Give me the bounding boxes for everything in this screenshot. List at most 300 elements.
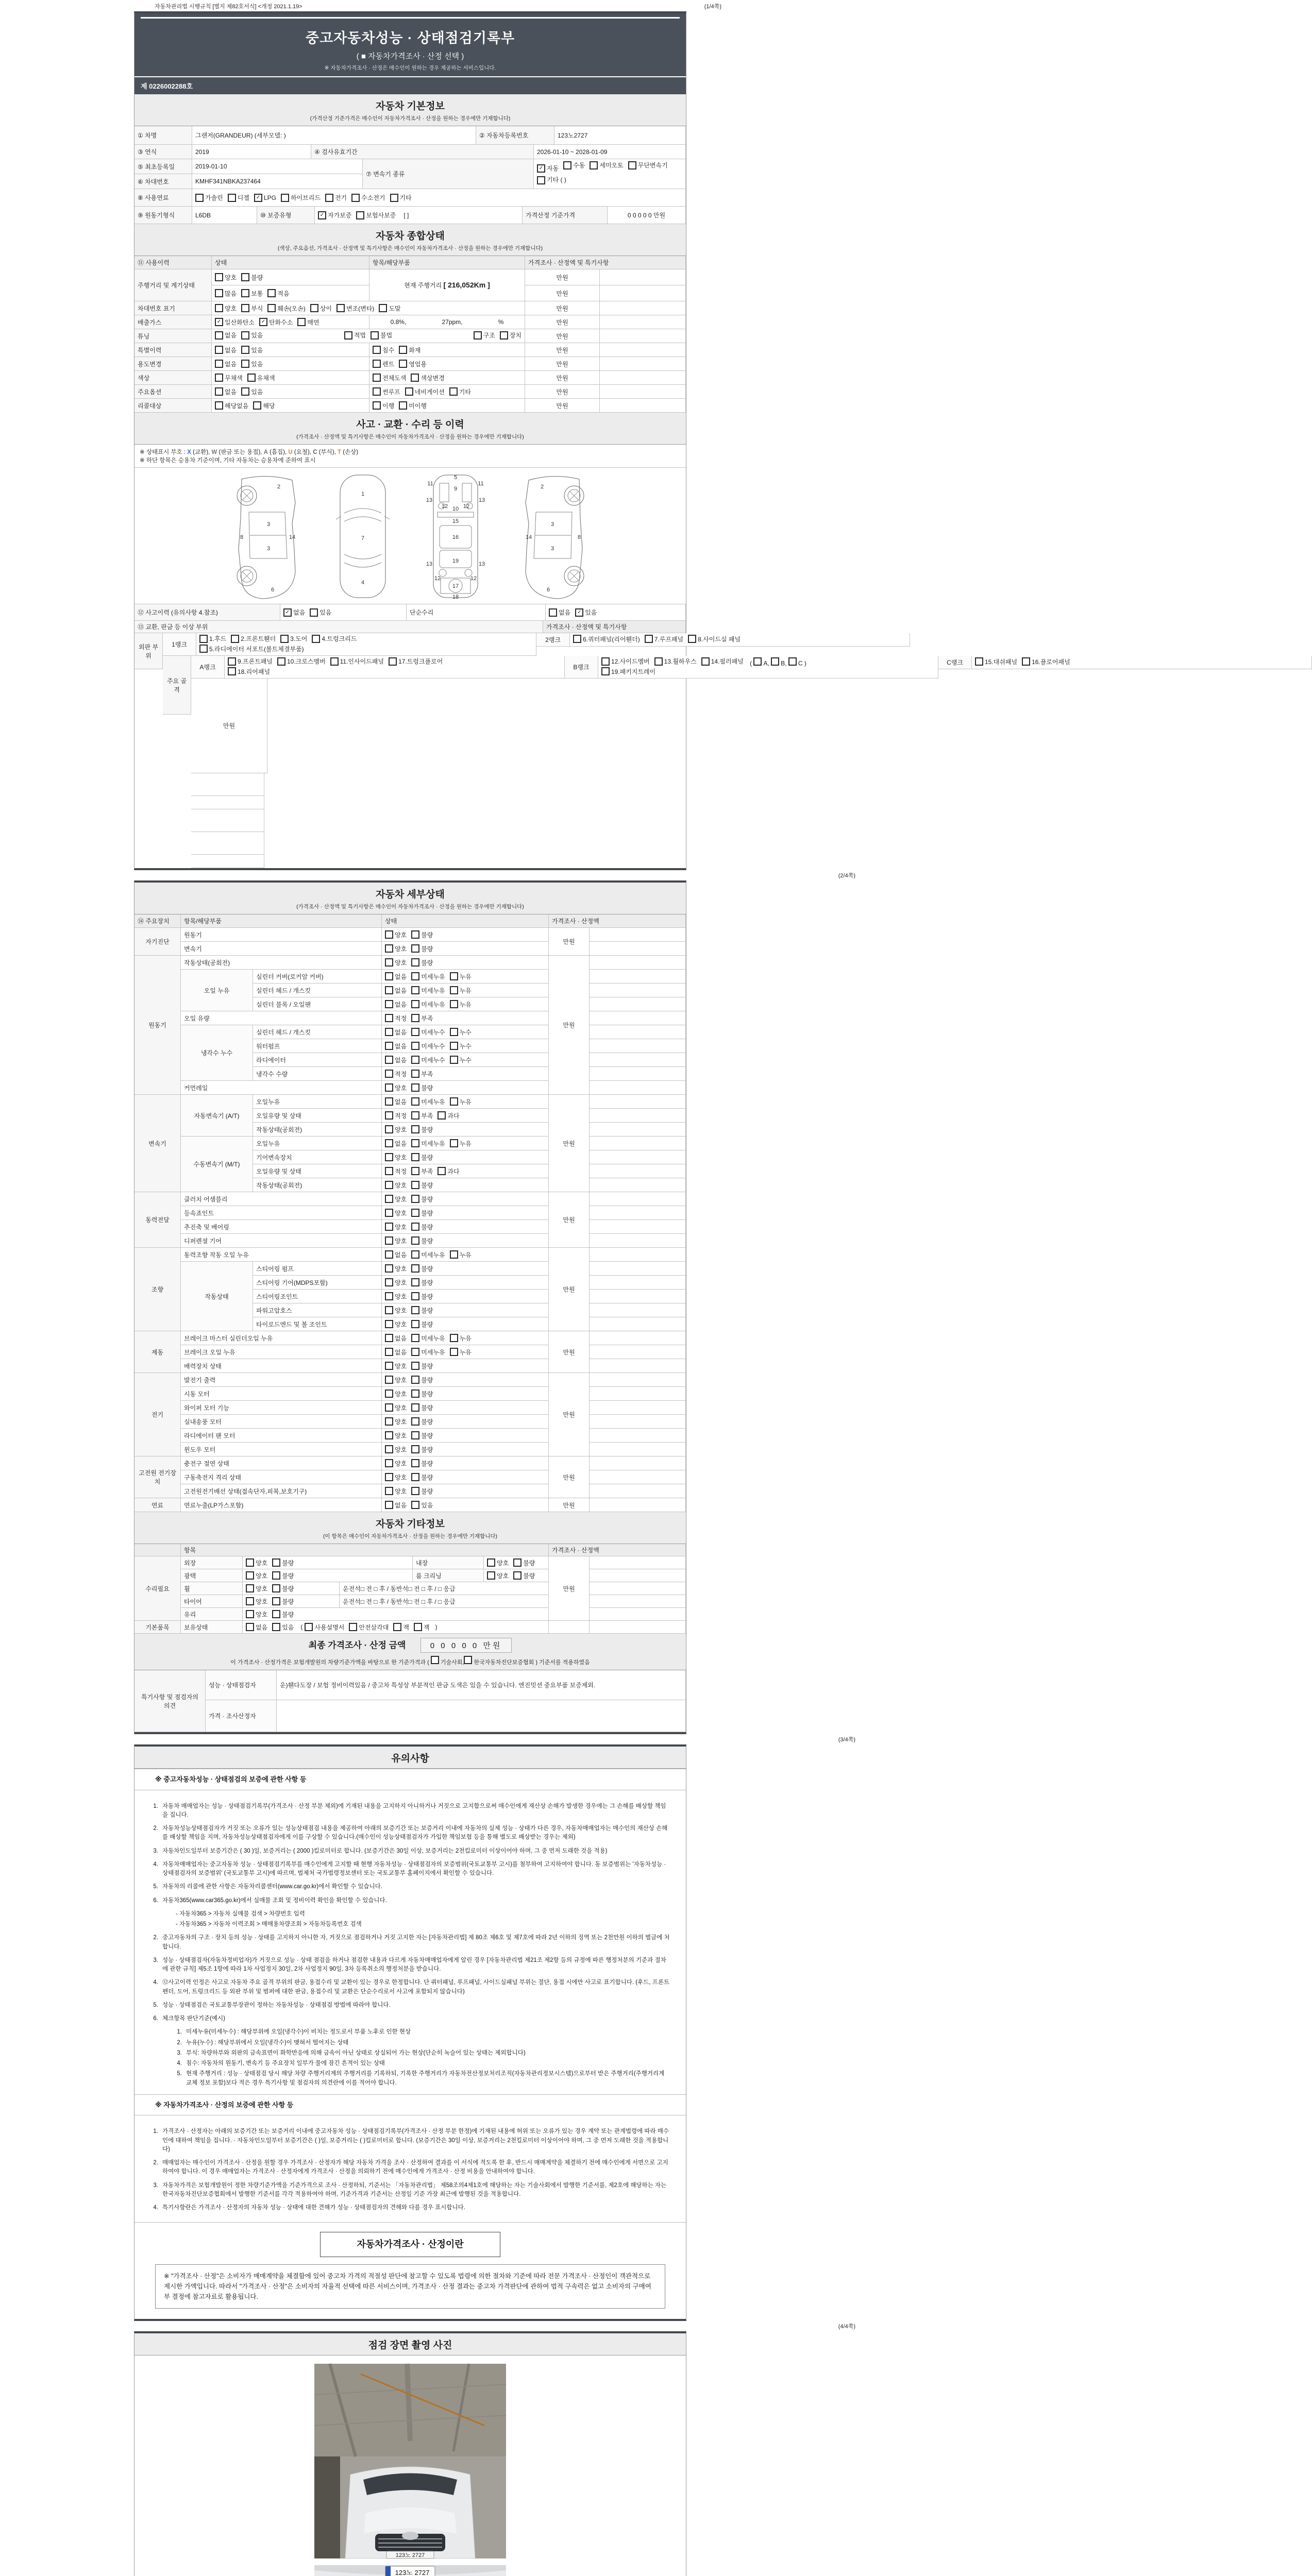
checkbox-option[interactable] (385, 1306, 407, 1315)
checkbox[interactable] (411, 1264, 419, 1273)
checkbox-option[interactable] (438, 1111, 459, 1120)
checkbox[interactable] (215, 346, 223, 354)
checkbox[interactable] (385, 986, 393, 994)
checkbox[interactable] (411, 930, 419, 939)
checkbox-option[interactable] (450, 1028, 472, 1037)
checkbox-option[interactable] (411, 1209, 433, 1217)
checkbox-option[interactable] (385, 1042, 407, 1050)
checkbox[interactable] (385, 1000, 393, 1008)
checkbox[interactable] (385, 1209, 393, 1217)
checkbox-option[interactable] (310, 608, 331, 617)
checkbox[interactable] (199, 645, 208, 653)
checkbox[interactable] (385, 958, 393, 967)
checkbox[interactable] (246, 1584, 254, 1592)
checkbox-option[interactable] (337, 304, 374, 313)
checkbox-option[interactable] (645, 635, 683, 643)
checkbox[interactable]: ✓ (575, 608, 583, 617)
checkbox-option[interactable] (654, 657, 697, 666)
checkbox[interactable] (450, 1139, 458, 1147)
checkbox-option[interactable] (628, 160, 668, 172)
checkbox-option[interactable] (215, 401, 248, 410)
checkbox-option[interactable] (450, 1348, 472, 1357)
checkbox[interactable] (771, 657, 779, 666)
checkbox-option[interactable] (272, 1558, 294, 1567)
checkbox-option[interactable] (411, 1250, 445, 1259)
checkbox-option[interactable] (450, 1334, 472, 1343)
checkbox-option[interactable] (385, 1014, 407, 1023)
checkbox-option[interactable] (277, 657, 326, 666)
checkbox-option[interactable] (385, 1139, 407, 1148)
checkbox-option[interactable] (385, 1473, 407, 1482)
checkbox[interactable] (337, 304, 345, 312)
checkbox-option[interactable] (411, 1348, 445, 1357)
checkbox[interactable] (701, 657, 710, 666)
checkbox[interactable] (411, 1111, 419, 1120)
checkbox[interactable] (411, 1195, 419, 1203)
checkbox-option[interactable] (399, 360, 427, 368)
checkbox-option[interactable] (385, 1278, 407, 1287)
checkbox-option[interactable] (688, 635, 741, 643)
checkbox-option[interactable] (385, 1445, 407, 1454)
checkbox[interactable] (1022, 657, 1030, 666)
checkbox-option[interactable] (215, 331, 237, 340)
checkbox[interactable] (601, 657, 610, 666)
checkbox[interactable] (312, 635, 320, 643)
checkbox[interactable] (513, 1571, 522, 1580)
checkbox[interactable] (411, 1209, 419, 1217)
checkbox-option[interactable] (195, 193, 223, 202)
checkbox[interactable]: ✓ (259, 318, 267, 326)
checkbox[interactable] (450, 986, 458, 994)
checkbox[interactable] (356, 211, 364, 219)
checkbox-option[interactable] (411, 930, 433, 939)
checkbox-option[interactable] (246, 1597, 267, 1606)
checkbox[interactable] (385, 1362, 393, 1370)
checkbox[interactable] (411, 986, 419, 994)
checkbox[interactable] (411, 1348, 419, 1356)
checkbox[interactable] (310, 608, 318, 617)
checkbox-option[interactable] (247, 374, 275, 382)
checkbox-option[interactable] (411, 1334, 445, 1343)
checkbox[interactable] (389, 657, 397, 666)
checkbox[interactable] (385, 1167, 393, 1175)
checkbox-option[interactable] (411, 1056, 445, 1064)
checkbox-option[interactable] (351, 193, 385, 202)
checkbox-option[interactable] (241, 273, 263, 282)
checkbox[interactable] (788, 657, 797, 666)
checkbox[interactable] (450, 1056, 458, 1064)
checkbox[interactable] (272, 1597, 280, 1605)
checkbox-option[interactable] (411, 1362, 433, 1370)
checkbox[interactable] (513, 1558, 522, 1567)
checkbox[interactable] (654, 657, 663, 666)
checkbox[interactable] (405, 387, 413, 396)
checkbox[interactable] (390, 194, 398, 202)
checkbox-option[interactable] (371, 331, 392, 340)
checkbox[interactable] (247, 374, 256, 382)
checkbox[interactable] (330, 657, 339, 666)
checkbox-option[interactable] (385, 1028, 407, 1037)
checkbox[interactable] (385, 1153, 393, 1161)
checkbox[interactable] (590, 161, 598, 170)
checkbox[interactable] (385, 1473, 393, 1481)
checkbox[interactable] (215, 401, 223, 410)
checkbox-option[interactable] (241, 304, 263, 313)
checkbox[interactable] (385, 1348, 393, 1356)
checkbox-option[interactable] (411, 1223, 433, 1231)
checkbox-option[interactable] (399, 401, 427, 410)
checkbox[interactable] (385, 1042, 393, 1050)
checkbox-option[interactable] (215, 273, 237, 282)
checkbox[interactable] (373, 360, 381, 368)
checkbox-option[interactable] (385, 1209, 407, 1217)
checkbox-option[interactable] (349, 1623, 389, 1632)
checkbox-option[interactable] (254, 194, 276, 202)
checkbox[interactable] (411, 1000, 419, 1008)
checkbox-option[interactable] (297, 318, 319, 327)
checkbox-option[interactable] (537, 163, 559, 175)
checkbox[interactable] (385, 1278, 393, 1286)
checkbox[interactable] (385, 1014, 393, 1022)
checkbox[interactable] (280, 635, 289, 643)
checkbox[interactable] (241, 346, 249, 354)
checkbox[interactable] (310, 304, 318, 312)
checkbox-option[interactable] (390, 193, 412, 202)
checkbox[interactable] (628, 161, 636, 170)
checkbox-option[interactable] (272, 1623, 294, 1632)
checkbox[interactable] (450, 1028, 458, 1036)
checkbox[interactable] (385, 972, 393, 980)
checkbox-option[interactable] (241, 331, 263, 340)
checkbox[interactable] (399, 401, 407, 410)
checkbox-option[interactable] (411, 1153, 433, 1162)
checkbox[interactable] (411, 1014, 419, 1022)
checkbox-option[interactable] (199, 645, 304, 653)
checkbox-option[interactable] (231, 634, 276, 643)
checkbox-option[interactable] (246, 1558, 267, 1567)
checkbox[interactable] (373, 387, 381, 396)
checkbox[interactable] (474, 331, 482, 340)
checkbox-option[interactable] (411, 1473, 433, 1482)
checkbox-option[interactable] (450, 986, 472, 995)
checkbox[interactable] (385, 1320, 393, 1328)
checkbox[interactable] (399, 346, 407, 354)
checkbox-option[interactable] (411, 1125, 433, 1134)
checkbox[interactable] (246, 1571, 254, 1580)
checkbox-option[interactable] (411, 1028, 445, 1037)
checkbox[interactable] (241, 360, 249, 368)
checkbox[interactable] (753, 657, 762, 666)
checkbox[interactable] (411, 1167, 419, 1175)
checkbox-option[interactable] (385, 1083, 407, 1092)
checkbox-option[interactable] (330, 657, 384, 666)
checkbox[interactable] (500, 331, 508, 340)
checkbox[interactable] (272, 1623, 280, 1631)
checkbox-option[interactable] (385, 1000, 407, 1009)
checkbox[interactable] (411, 1459, 419, 1467)
checkbox-option[interactable] (590, 160, 623, 172)
checkbox[interactable] (385, 1403, 393, 1412)
checkbox-option[interactable] (411, 1320, 433, 1329)
checkbox[interactable] (215, 331, 223, 340)
checkbox[interactable] (385, 1139, 393, 1147)
checkbox[interactable] (411, 1487, 419, 1495)
checkbox-option[interactable] (272, 1584, 294, 1593)
checkbox-option[interactable] (385, 1292, 407, 1301)
checkbox-option[interactable] (411, 1070, 433, 1078)
checkbox[interactable] (411, 1181, 419, 1189)
checkbox[interactable]: ✓ (215, 318, 223, 326)
checkbox-option[interactable] (385, 1153, 407, 1162)
checkbox-option[interactable] (701, 657, 744, 666)
checkbox[interactable] (385, 1236, 393, 1245)
checkbox[interactable] (385, 1292, 393, 1300)
checkbox[interactable] (385, 1334, 393, 1342)
checkbox-option[interactable] (241, 289, 263, 298)
checkbox[interactable] (385, 1431, 393, 1439)
checkbox-option[interactable] (385, 986, 407, 995)
checkbox[interactable] (411, 1292, 419, 1300)
checkbox-option[interactable] (450, 1250, 472, 1259)
checkbox[interactable] (411, 1042, 419, 1050)
checkbox-option[interactable] (379, 304, 400, 313)
checkbox-option[interactable] (411, 1097, 445, 1106)
checkbox-option[interactable] (246, 1571, 267, 1580)
checkbox[interactable] (297, 318, 306, 326)
checkbox-option[interactable] (385, 1097, 407, 1106)
checkbox-option[interactable] (373, 401, 394, 410)
checkbox-option[interactable] (411, 1264, 433, 1273)
checkbox-option[interactable] (272, 1571, 294, 1580)
checkbox-option[interactable] (411, 1195, 433, 1204)
checkbox[interactable] (411, 1334, 419, 1342)
checkbox-option[interactable] (385, 1487, 407, 1496)
checkbox[interactable] (272, 1571, 280, 1580)
checkbox[interactable] (385, 1389, 393, 1398)
checkbox-option[interactable] (385, 1111, 407, 1120)
checkbox-option[interactable] (411, 1111, 433, 1120)
checkbox[interactable] (228, 657, 236, 666)
checkbox[interactable] (344, 331, 352, 340)
checkbox-option[interactable] (246, 1584, 267, 1593)
checkbox-option[interactable] (411, 1042, 445, 1050)
checkbox[interactable] (411, 1125, 419, 1133)
checkbox[interactable] (272, 1610, 280, 1618)
checkbox[interactable] (385, 1195, 393, 1203)
checkbox-option[interactable] (393, 1623, 409, 1632)
checkbox[interactable] (411, 1250, 419, 1259)
checkbox[interactable] (487, 1558, 495, 1567)
checkbox-option[interactable] (438, 1167, 459, 1176)
checkbox[interactable] (450, 1097, 458, 1106)
checkbox-option[interactable] (385, 944, 407, 953)
checkbox[interactable] (246, 1558, 254, 1567)
checkbox-option[interactable] (241, 346, 263, 354)
checkbox[interactable]: ✓ (318, 211, 326, 219)
checkbox[interactable] (385, 1056, 393, 1064)
checkbox[interactable] (385, 1028, 393, 1036)
checkbox-option[interactable] (385, 1320, 407, 1329)
checkbox-option[interactable] (411, 1376, 433, 1384)
checkbox[interactable] (351, 194, 360, 202)
checkbox-option[interactable] (344, 331, 366, 340)
checkbox-option[interactable] (215, 304, 237, 313)
checkbox[interactable] (385, 944, 393, 953)
checkbox-option[interactable] (450, 1000, 472, 1009)
checkbox-option[interactable] (411, 1000, 445, 1009)
checkbox[interactable] (411, 1056, 419, 1064)
checkbox-option[interactable] (267, 304, 305, 313)
checkbox-option[interactable] (385, 1125, 407, 1134)
checkbox[interactable] (385, 1070, 393, 1078)
checkbox-option[interactable] (241, 360, 263, 368)
checkbox-option[interactable] (450, 1139, 472, 1148)
checkbox[interactable] (385, 1223, 393, 1231)
checkbox-option[interactable] (305, 1623, 344, 1632)
checkbox-option[interactable] (246, 1610, 267, 1619)
checkbox[interactable] (371, 331, 379, 340)
checkbox-option[interactable] (318, 211, 351, 219)
checkbox[interactable] (464, 1656, 472, 1664)
checkbox[interactable] (450, 1042, 458, 1050)
checkbox-option[interactable] (280, 634, 307, 643)
checkbox-option[interactable] (310, 304, 332, 313)
checkbox[interactable] (385, 1459, 393, 1467)
checkbox[interactable] (385, 1097, 393, 1106)
checkbox-option[interactable] (215, 346, 237, 354)
checkbox[interactable] (241, 273, 249, 281)
checkbox[interactable] (272, 1558, 280, 1567)
checkbox-option[interactable] (199, 634, 226, 643)
checkbox-option[interactable] (385, 972, 407, 981)
checkbox[interactable] (411, 1320, 419, 1328)
checkbox[interactable] (231, 635, 239, 643)
checkbox[interactable] (411, 1236, 419, 1245)
checkbox-option[interactable] (373, 387, 400, 396)
checkbox-option[interactable] (487, 1571, 509, 1580)
checkbox[interactable] (281, 194, 289, 202)
checkbox-option[interactable] (975, 657, 1017, 666)
checkbox-option[interactable] (385, 1501, 407, 1510)
checkbox[interactable] (411, 1362, 419, 1370)
checkbox-option[interactable] (373, 360, 394, 368)
checkbox[interactable] (305, 1623, 313, 1631)
checkbox[interactable] (411, 1083, 419, 1092)
checkbox-option[interactable] (411, 1431, 433, 1440)
checkbox-option[interactable] (575, 608, 597, 617)
checkbox[interactable] (373, 374, 381, 382)
checkbox[interactable] (449, 387, 458, 396)
checkbox[interactable] (349, 1623, 357, 1631)
checkbox-option[interactable] (411, 1167, 433, 1176)
checkbox[interactable] (228, 194, 236, 202)
checkbox-option[interactable] (385, 1250, 407, 1259)
checkbox-option[interactable] (325, 193, 347, 202)
checkbox[interactable] (385, 1376, 393, 1384)
checkbox-option[interactable] (283, 608, 305, 617)
checkbox-option[interactable] (389, 657, 443, 666)
checkbox-option[interactable] (411, 1139, 445, 1148)
checkbox[interactable] (199, 635, 208, 643)
checkbox[interactable] (246, 1623, 254, 1631)
checkbox-option[interactable] (281, 193, 321, 202)
checkbox-option[interactable] (385, 1223, 407, 1231)
checkbox-option[interactable] (450, 1056, 472, 1064)
checkbox[interactable] (411, 1431, 419, 1439)
checkbox[interactable]: ✓ (254, 194, 262, 202)
checkbox[interactable] (573, 635, 581, 643)
checkbox[interactable] (385, 1417, 393, 1426)
checkbox-option[interactable] (272, 1610, 294, 1619)
checkbox-option[interactable] (385, 1236, 407, 1245)
checkbox[interactable] (411, 958, 419, 967)
checkbox[interactable] (431, 1656, 439, 1664)
checkbox[interactable] (411, 1501, 419, 1509)
checkbox[interactable] (411, 1403, 419, 1412)
checkbox[interactable] (688, 635, 696, 643)
checkbox-option[interactable] (267, 289, 289, 298)
checkbox[interactable] (215, 387, 223, 396)
checkbox[interactable] (411, 1445, 419, 1453)
checkbox[interactable] (241, 331, 249, 340)
checkbox[interactable] (601, 667, 610, 675)
checkbox-option[interactable] (563, 160, 585, 172)
checkbox[interactable] (450, 1348, 458, 1356)
checkbox-option[interactable] (385, 1056, 407, 1064)
checkbox-option[interactable] (487, 1558, 509, 1567)
checkbox[interactable] (450, 1250, 458, 1259)
checkbox-option[interactable] (411, 1487, 433, 1496)
checkbox[interactable] (411, 1070, 419, 1078)
checkbox-option[interactable] (385, 1181, 407, 1190)
checkbox-option[interactable] (215, 289, 237, 298)
checkbox-option[interactable] (215, 318, 255, 327)
checkbox[interactable] (246, 1597, 254, 1605)
checkbox[interactable] (385, 1487, 393, 1495)
checkbox[interactable]: ✓ (537, 164, 545, 173)
checkbox-option[interactable] (411, 958, 433, 967)
checkbox[interactable] (385, 930, 393, 939)
checkbox-option[interactable] (215, 387, 237, 396)
checkbox[interactable] (411, 1306, 419, 1314)
checkbox[interactable] (411, 972, 419, 980)
checkbox-option[interactable] (573, 635, 640, 643)
checkbox-option[interactable] (385, 1195, 407, 1204)
checkbox-option[interactable] (246, 1623, 267, 1632)
checkbox[interactable] (228, 667, 236, 675)
checkbox[interactable] (411, 1389, 419, 1398)
checkbox[interactable] (487, 1571, 495, 1580)
checkbox-option[interactable] (228, 667, 270, 676)
checkbox[interactable] (385, 1501, 393, 1509)
checkbox[interactable] (241, 387, 249, 396)
checkbox-option[interactable] (411, 1417, 433, 1426)
checkbox-option[interactable] (411, 1278, 433, 1287)
checkbox-option[interactable] (450, 1042, 472, 1050)
checkbox[interactable] (645, 635, 653, 643)
checkbox[interactable] (450, 1334, 458, 1342)
checkbox-option[interactable] (513, 1558, 535, 1567)
checkbox[interactable] (215, 273, 223, 281)
checkbox-option[interactable] (450, 972, 472, 981)
checkbox[interactable] (385, 1264, 393, 1273)
checkbox[interactable]: ✓ (283, 608, 292, 617)
checkbox[interactable] (373, 346, 381, 354)
checkbox[interactable] (215, 304, 223, 312)
checkbox-option[interactable] (449, 387, 471, 396)
checkbox-option[interactable] (405, 387, 445, 396)
checkbox[interactable] (549, 608, 557, 617)
